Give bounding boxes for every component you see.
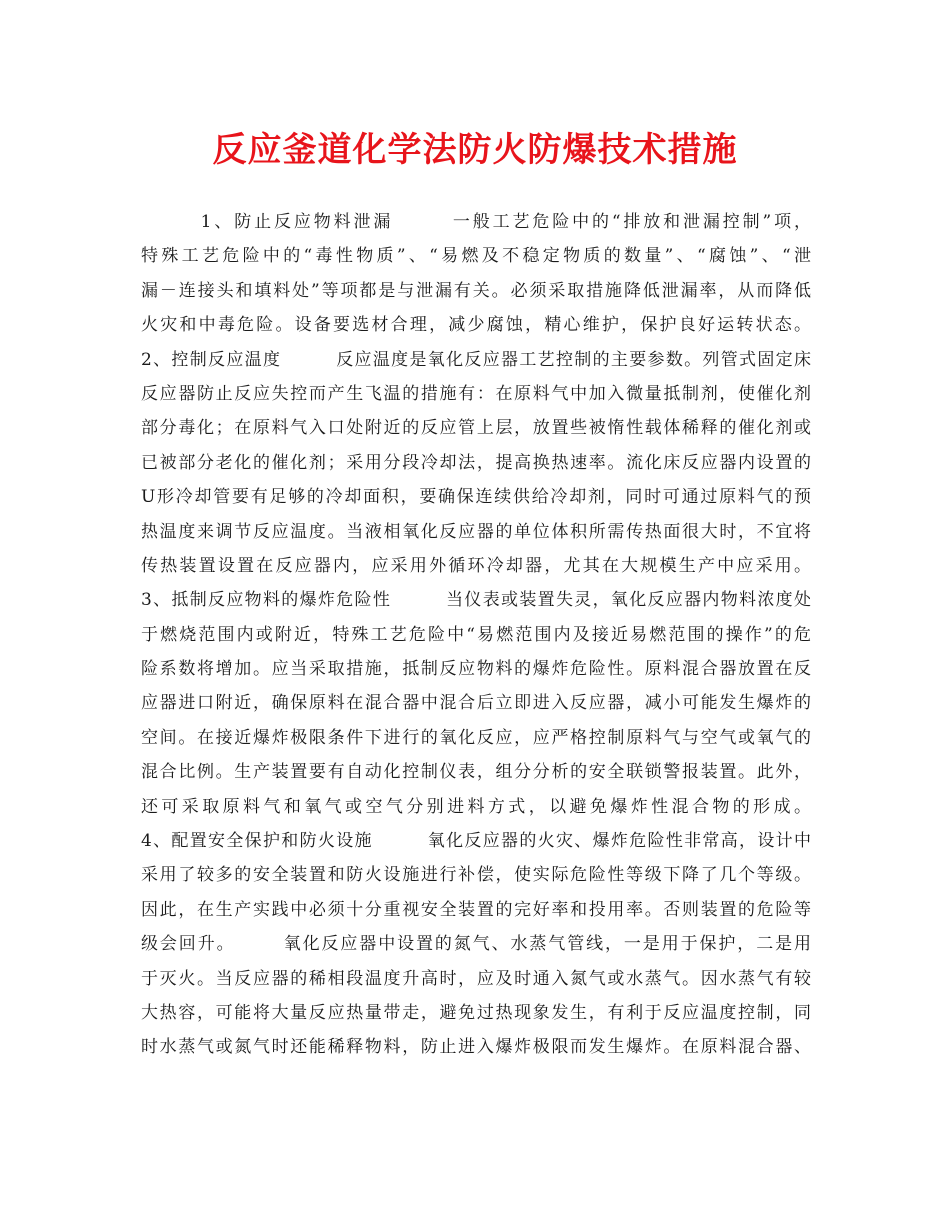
body-line: 特殊工艺危险中的“毒性物质”、“易燃及不稳定物质的数量”、“腐蚀”、“泄 <box>141 246 811 267</box>
body-line: 传热装置设置在反应器内，应采用外循环冷却器，尤其在大规模生产中应采用。 <box>141 555 811 576</box>
body-line: 热温度来调节反应温度。当液相氧化反应器的单位体积所需传热面很大时，不宜将 <box>141 521 811 542</box>
body-line: 反应器防止反应失控而产生飞温的措施有：在原料气中加入微量抵制剂，使催化剂 <box>141 383 811 404</box>
body-line: 2、控制反应温度 反应温度是氧化反应器工艺控制的主要参数。列管式固定床 <box>141 349 811 370</box>
body-line: 于灭火。当反应器的稀相段温度升高时，应及时通入氮气或水蒸气。因水蒸气有较 <box>141 968 811 989</box>
body-line: 险系数将增加。应当采取措施，抵制反应物料的爆炸危险性。原料混合器放置在反 <box>141 659 811 680</box>
body-line: 已被部分老化的催化剂；采用分段冷却法，提高换热速率。流化床反应器内设置的 <box>141 452 811 473</box>
body-line: 混合比例。生产装置要有自动化控制仪表，组分分析的安全联锁警报装置。此外， <box>141 762 811 783</box>
body-line: 3、抵制反应物料的爆炸危险性 当仪表或装置失灵，氧化反应器内物料浓度处 <box>141 590 811 611</box>
document-body <box>141 205 811 1065</box>
body-line: 4、配置安全保护和防火设施 氧化反应器的火灾、爆炸危险性非常高，设计中 <box>141 831 811 852</box>
document-title: 反应釜道化学法防火防爆技术措施 <box>212 130 738 170</box>
body-line: 于燃烧范围内或附近，特殊工艺危险中“易燃范围内及接近易燃范围的操作”的危 <box>141 624 811 645</box>
body-line: U形冷却管要有足够的冷却面积，要确保连续供给冷却剂，同时可通过原料气的预 <box>141 487 811 508</box>
body-line: 部分毒化；在原料气入口处附近的反应管上层，放置些被惰性载体稀释的催化剂或 <box>141 418 811 439</box>
body-line: 大热容，可能将大量反应热量带走，避免过热现象发生，有利于反应温度控制，同 <box>141 1002 811 1023</box>
body-line: 级会回升。 氧化反应器中设置的氮气、水蒸气管线，一是用于保护，二是用 <box>141 934 811 955</box>
body-line: 时水蒸气或氮气时还能稀释物料，防止进入爆炸极限而发生爆炸。在原料混合器、 <box>141 1037 811 1058</box>
body-line: 空间。在接近爆炸极限条件下进行的氧化反应，应严格控制原料气与空气或氧气的 <box>141 727 811 748</box>
body-line: 因此，在生产实践中必须十分重视安全装置的完好率和投用率。否则装置的危险等 <box>141 899 811 920</box>
body-line: 应器进口附近，确保原料在混合器中混合后立即进入反应器，减小可能发生爆炸的 <box>141 693 811 714</box>
body-line: 还可采取原料气和氧气或空气分别进料方式，以避免爆炸性混合物的形成。 <box>141 796 811 817</box>
body-line: 漏－连接头和填料处”等项都是与泄漏有关。必须采取措施降低泄漏率，从而降低 <box>141 280 811 301</box>
body-line: 1、防止反应物料泄漏 一般工艺危险中的“排放和泄漏控制”项， <box>141 212 811 232</box>
body-line: 火灾和中毒危险。设备要选材合理，减少腐蚀，精心维护，保护良好运转状态。 <box>141 315 811 336</box>
body-line: 采用了较多的安全装置和防火设施进行补偿，使实际危险性等级下降了几个等级。 <box>141 865 811 886</box>
